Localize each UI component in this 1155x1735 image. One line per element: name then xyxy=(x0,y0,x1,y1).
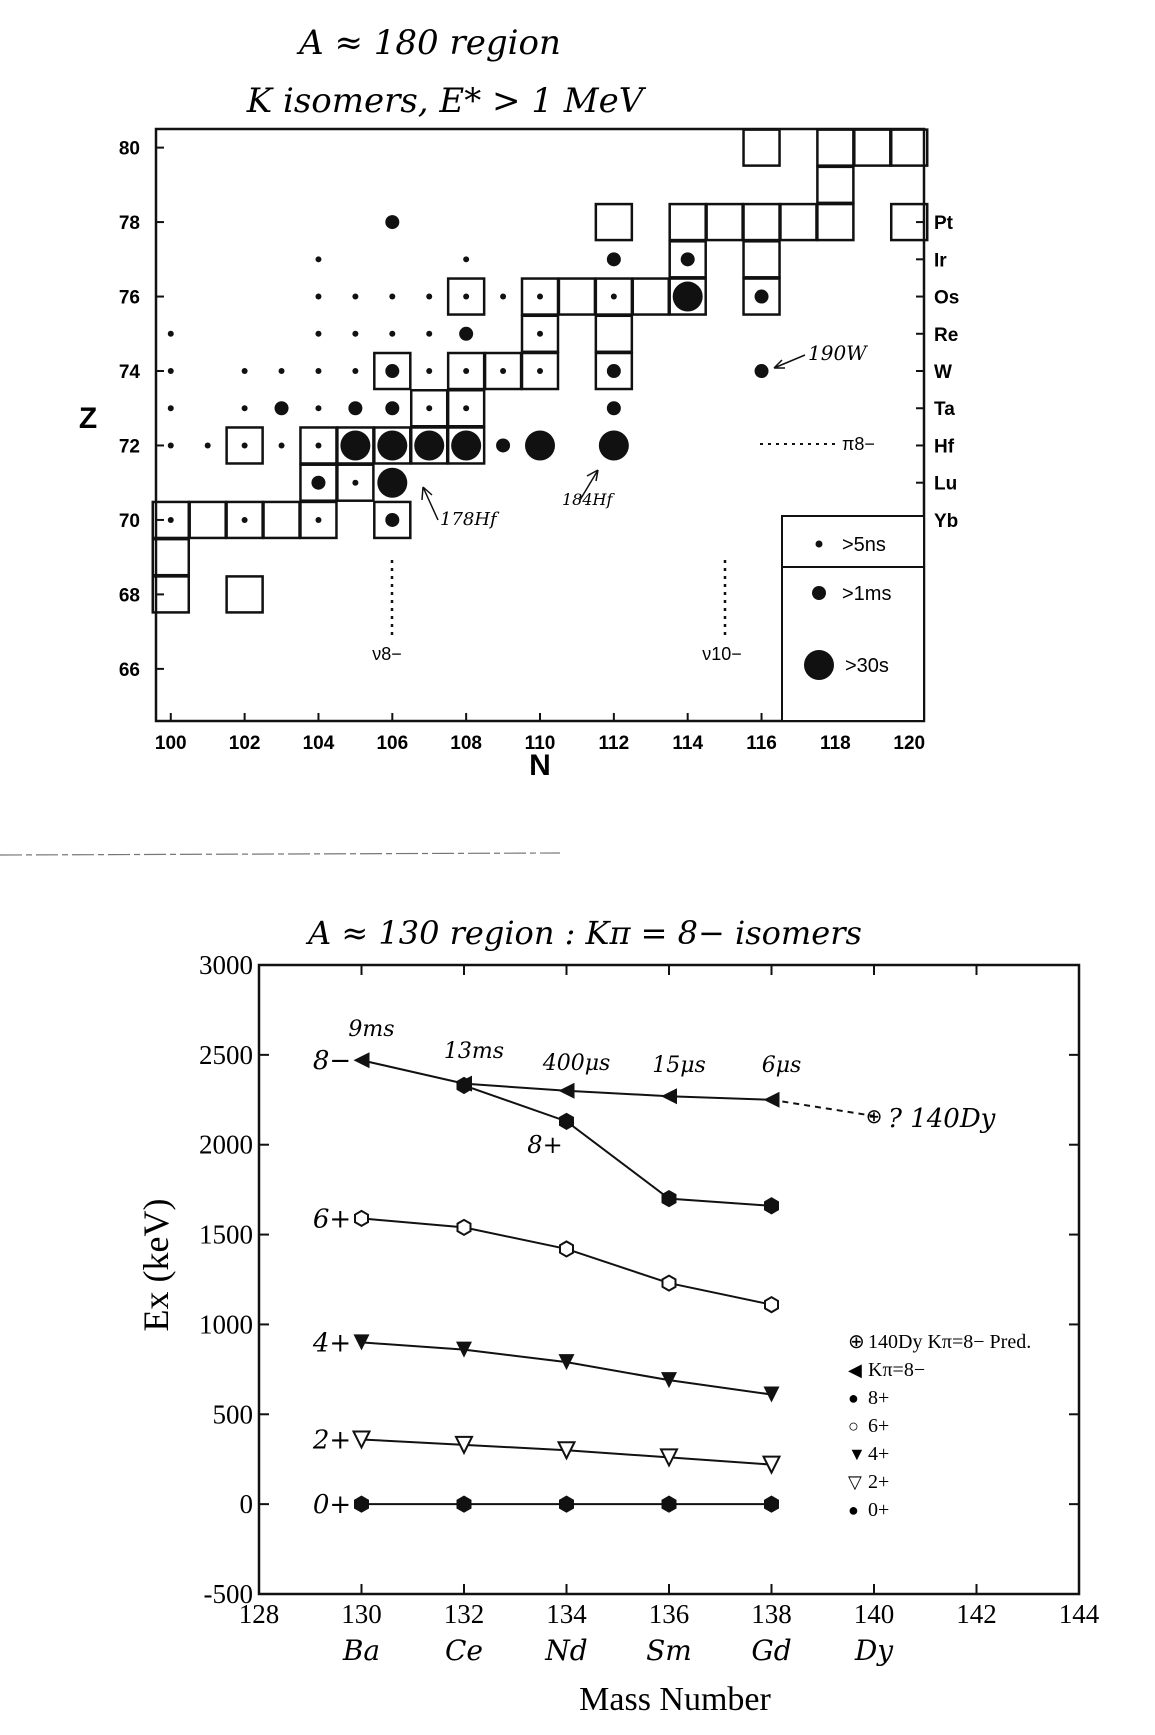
element-label: Nd xyxy=(545,1634,588,1667)
nuclide-box xyxy=(891,130,927,166)
bottom-chart xyxy=(136,914,1100,1718)
legend-small-dot xyxy=(816,541,823,548)
legend-k8-symbol: ◀ xyxy=(848,1360,862,1380)
isomer-dot xyxy=(463,405,469,411)
nuclide-box xyxy=(264,502,300,538)
dy140-prediction-label: ? 140Dy xyxy=(888,1104,996,1134)
series-marker xyxy=(663,1276,676,1291)
isomer-dot xyxy=(311,476,325,490)
element-label: Ta xyxy=(934,399,955,421)
y-tick-label: 72 xyxy=(118,436,140,458)
series-marker xyxy=(765,1297,778,1312)
element-label: Lu xyxy=(934,473,958,495)
series-marker xyxy=(354,1052,370,1068)
half-life-label: 9ms xyxy=(348,1017,395,1042)
y-tick-label: 3000 xyxy=(199,950,253,980)
isomer-dot xyxy=(463,368,469,374)
x-tick-label: 108 xyxy=(450,733,483,754)
series-marker xyxy=(663,1191,676,1206)
isomer-dot xyxy=(168,405,174,411)
isomer-dot xyxy=(755,364,769,378)
isomer-dot xyxy=(242,442,248,448)
isomer-dot xyxy=(242,517,248,523)
series-marker xyxy=(560,1241,573,1256)
isomer-dot xyxy=(389,331,395,337)
x-tick-label: 132 xyxy=(443,1599,485,1629)
isomer-dot xyxy=(607,401,621,415)
w190-arrow xyxy=(774,355,805,368)
element-label: Hf xyxy=(934,436,955,458)
isomer-dot xyxy=(459,327,473,341)
series-marker xyxy=(560,1497,573,1512)
y-tick-label: 500 xyxy=(212,1399,253,1430)
series-0+ xyxy=(355,1497,778,1512)
legend-8plus-label: 8+ xyxy=(868,1387,890,1409)
isomer-dot xyxy=(537,368,543,374)
y-tick-label: 70 xyxy=(118,510,140,532)
page-separator-line xyxy=(0,853,560,855)
isomer-dot xyxy=(607,364,621,378)
series-marker xyxy=(355,1211,368,1226)
isomer-dot xyxy=(385,401,399,415)
top-y-axis-label: Z xyxy=(78,402,98,435)
isomer-dot xyxy=(414,430,444,460)
element-label: W xyxy=(934,362,952,384)
series-4+ xyxy=(354,1334,780,1402)
hf178-arrow xyxy=(422,487,438,520)
isomer-dot xyxy=(315,331,321,337)
isomer-dot xyxy=(463,256,469,262)
element-label: Ir xyxy=(934,250,947,272)
nuclide-box xyxy=(559,279,595,315)
series-marker xyxy=(559,1083,575,1099)
nuclide-box xyxy=(707,204,743,240)
isomer-dot xyxy=(385,513,399,527)
x-tick-label: 114 xyxy=(672,733,704,754)
isomer-dot xyxy=(537,294,543,300)
half-life-label: 13ms xyxy=(443,1039,505,1064)
isomer-dot xyxy=(385,215,399,229)
bottom-series xyxy=(354,1052,883,1511)
bottom-chart-title: A ≈ 130 region : Kπ = 8− isomers xyxy=(308,914,862,952)
bottom-element-labels xyxy=(342,1634,894,1667)
nuclide-box xyxy=(854,130,890,166)
legend-0plus-label: 0+ xyxy=(868,1499,890,1521)
prediction-marker: ⊕ xyxy=(865,1103,883,1128)
nuclide-box xyxy=(744,204,780,240)
nu8-label: ν8− xyxy=(372,644,402,664)
bottom-x-axis-label: Mass Number xyxy=(579,1681,771,1718)
hf178-label: 178Hf xyxy=(440,509,497,530)
series-2+ xyxy=(354,1431,780,1472)
isomer-dot xyxy=(340,430,370,460)
legend-2plus-symbol: ▽ xyxy=(848,1472,862,1492)
isomer-dot xyxy=(537,331,543,337)
isomer-dot xyxy=(426,405,432,411)
isomer-dot xyxy=(607,252,621,266)
isomer-dot xyxy=(377,468,407,498)
series-marker xyxy=(663,1497,676,1512)
isomer-dot xyxy=(168,331,174,337)
nuclide-box xyxy=(153,539,189,575)
legend-6plus-symbol: ○ xyxy=(848,1416,859,1436)
element-label: Gd xyxy=(751,1634,792,1667)
series-marker xyxy=(355,1497,368,1512)
nuclide-box xyxy=(670,204,706,240)
x-tick-label: 130 xyxy=(341,1599,382,1629)
x-tick-label: 116 xyxy=(746,733,777,754)
nuclide-box xyxy=(817,204,853,240)
level-label: 2+ xyxy=(312,1425,352,1456)
x-tick-label: 128 xyxy=(238,1599,280,1629)
nd-8plus-label: 8+ xyxy=(527,1131,563,1159)
isomer-dot xyxy=(385,364,399,378)
isomer-dot xyxy=(348,401,362,415)
nuclide-box xyxy=(596,204,632,240)
isomer-dot xyxy=(242,368,248,374)
y-tick-label: 78 xyxy=(118,213,140,235)
legend-4plus-symbol: ▼ xyxy=(848,1444,866,1464)
isomer-dot xyxy=(279,442,285,448)
series-marker xyxy=(458,1220,471,1235)
isomer-dot xyxy=(525,430,555,460)
legend-4plus-label: 4+ xyxy=(868,1443,890,1465)
isomer-dot xyxy=(315,368,321,374)
x-tick-label: 106 xyxy=(376,733,409,754)
x-tick-label: 144 xyxy=(1058,1599,1100,1629)
isomer-dot xyxy=(681,252,695,266)
x-tick-label: 140 xyxy=(853,1599,895,1629)
element-label: Pt xyxy=(934,213,953,235)
y-tick-label: 2000 xyxy=(199,1129,253,1160)
isomer-dot xyxy=(168,442,174,448)
level-label: 6+ xyxy=(312,1204,352,1235)
x-tick-label: 110 xyxy=(524,733,556,754)
y-tick-label: -500 xyxy=(203,1579,253,1609)
hf184-label: 184Hf xyxy=(562,490,613,509)
isomer-dot xyxy=(168,517,174,523)
isomer-dot xyxy=(315,405,321,411)
y-tick-label: 80 xyxy=(118,138,140,160)
legend-6plus-label: 6+ xyxy=(868,1415,890,1437)
isomer-dot xyxy=(352,331,358,337)
y-tick-label: 2500 xyxy=(199,1039,253,1070)
bottom-legend xyxy=(848,1331,1031,1521)
isomer-dot xyxy=(755,290,769,304)
isomer-dot xyxy=(315,294,321,300)
isomer-dot xyxy=(315,256,321,262)
nuclide-box xyxy=(633,279,669,315)
y-tick-label: 76 xyxy=(118,287,140,309)
bottom-y-axis-label: Ex (keV) xyxy=(136,1198,176,1332)
bottom-half-lives xyxy=(348,1017,801,1078)
element-label: Re xyxy=(934,324,959,346)
isomer-dot xyxy=(242,405,248,411)
nuclide-box xyxy=(744,130,780,166)
top-chart-title: A ≈ 180 region xyxy=(299,23,561,63)
nuclide-box xyxy=(227,576,263,612)
x-tick-label: 102 xyxy=(228,733,261,754)
isomer-dot xyxy=(500,294,506,300)
series-line xyxy=(464,1085,772,1205)
top-element-labels xyxy=(916,213,959,532)
isomer-dot xyxy=(426,331,432,337)
series-marker xyxy=(458,1497,471,1512)
isomer-dot xyxy=(315,517,321,523)
isomer-dot xyxy=(599,430,629,460)
nuclide-box xyxy=(780,204,816,240)
element-label: Yb xyxy=(934,510,959,532)
nuclide-box xyxy=(190,502,226,538)
element-label: Ce xyxy=(445,1634,483,1667)
y-tick-label: 68 xyxy=(118,585,140,607)
nuclide-box xyxy=(817,130,853,166)
level-label: 8− xyxy=(312,1046,352,1077)
legend-small-label: >5ns xyxy=(842,534,886,556)
isomer-dot xyxy=(279,368,285,374)
nuclide-box xyxy=(817,167,853,203)
series-marker xyxy=(765,1198,778,1213)
isomer-dot xyxy=(463,294,469,300)
x-tick-label: 138 xyxy=(751,1599,792,1629)
x-tick-label: 104 xyxy=(302,733,335,754)
legend-large-label: >30s xyxy=(845,655,889,677)
w190-label: 190W xyxy=(808,341,867,365)
isomer-dot xyxy=(352,368,358,374)
isomer-dot xyxy=(426,294,432,300)
top-chart-subtitle: K isomers, E* > 1 MeV xyxy=(246,81,644,121)
series-marker xyxy=(765,1497,778,1512)
nu10-label: ν10− xyxy=(702,644,742,664)
x-tick-label: 136 xyxy=(648,1599,690,1629)
isomer-dot xyxy=(389,294,395,300)
top-chart xyxy=(79,23,960,782)
y-tick-label: 74 xyxy=(118,362,140,384)
element-label: Dy xyxy=(854,1634,894,1667)
series-6+ xyxy=(355,1211,778,1312)
half-life-label: 400μs xyxy=(542,1051,611,1076)
pi8-label: π8− xyxy=(842,434,875,454)
nuclide-box xyxy=(596,316,632,352)
legend-2plus-label: 2+ xyxy=(868,1471,890,1493)
isomer-dot xyxy=(611,294,617,300)
isomer-dot xyxy=(352,480,358,486)
half-life-label: 6μs xyxy=(761,1053,802,1078)
element-label: Os xyxy=(934,287,960,309)
legend-medium-dot xyxy=(812,586,826,600)
x-tick-label: 142 xyxy=(956,1599,997,1629)
top-legend xyxy=(782,516,924,721)
series-marker xyxy=(560,1114,573,1129)
legend-dy-pred-label: 140Dy Kπ=8− Pred. xyxy=(868,1331,1032,1353)
isomer-dot xyxy=(205,442,211,448)
legend-medium-label: >1ms xyxy=(842,583,892,605)
legend-0plus-symbol: ● xyxy=(848,1500,859,1520)
isomer-dot xyxy=(426,368,432,374)
x-tick-label: 118 xyxy=(820,733,851,754)
x-tick-label: 100 xyxy=(154,733,187,754)
isomer-dot xyxy=(352,294,358,300)
bottom-level-labels xyxy=(312,1046,351,1520)
series-line xyxy=(362,1218,772,1304)
element-label: Ba xyxy=(342,1634,381,1667)
legend-dy-pred-symbol: ⊕ xyxy=(848,1331,865,1353)
isomer-dot xyxy=(315,442,321,448)
isomer-dot xyxy=(377,430,407,460)
x-tick-label: 134 xyxy=(546,1599,587,1629)
y-tick-label: 1500 xyxy=(199,1219,253,1250)
isomer-dot xyxy=(275,401,289,415)
top-isomer-dots xyxy=(168,215,769,527)
isomer-dot xyxy=(673,282,703,312)
top-x-axis-label: N xyxy=(529,749,551,782)
isomer-dot xyxy=(168,368,174,374)
series-marker xyxy=(661,1088,677,1104)
y-tick-label: 1000 xyxy=(199,1309,253,1340)
nuclide-box xyxy=(744,241,780,277)
y-tick-label: 66 xyxy=(118,659,140,681)
x-tick-label: 112 xyxy=(598,733,630,754)
level-label: 4+ xyxy=(312,1328,352,1359)
isomer-dot xyxy=(496,438,510,452)
y-tick-label: 0 xyxy=(239,1489,253,1520)
half-life-label: 15μs xyxy=(652,1053,706,1078)
legend-k8-label: Kπ=8− xyxy=(868,1359,926,1381)
isomer-dot xyxy=(451,430,481,460)
prediction-dashed-line xyxy=(772,1100,875,1116)
legend-8plus-symbol: ● xyxy=(848,1388,859,1408)
isomer-dot xyxy=(500,368,506,374)
level-label: 0+ xyxy=(312,1490,352,1521)
element-label: Sm xyxy=(646,1634,692,1667)
series-marker xyxy=(458,1078,471,1093)
x-tick-label: 120 xyxy=(893,733,926,754)
legend-large-dot xyxy=(804,650,834,680)
